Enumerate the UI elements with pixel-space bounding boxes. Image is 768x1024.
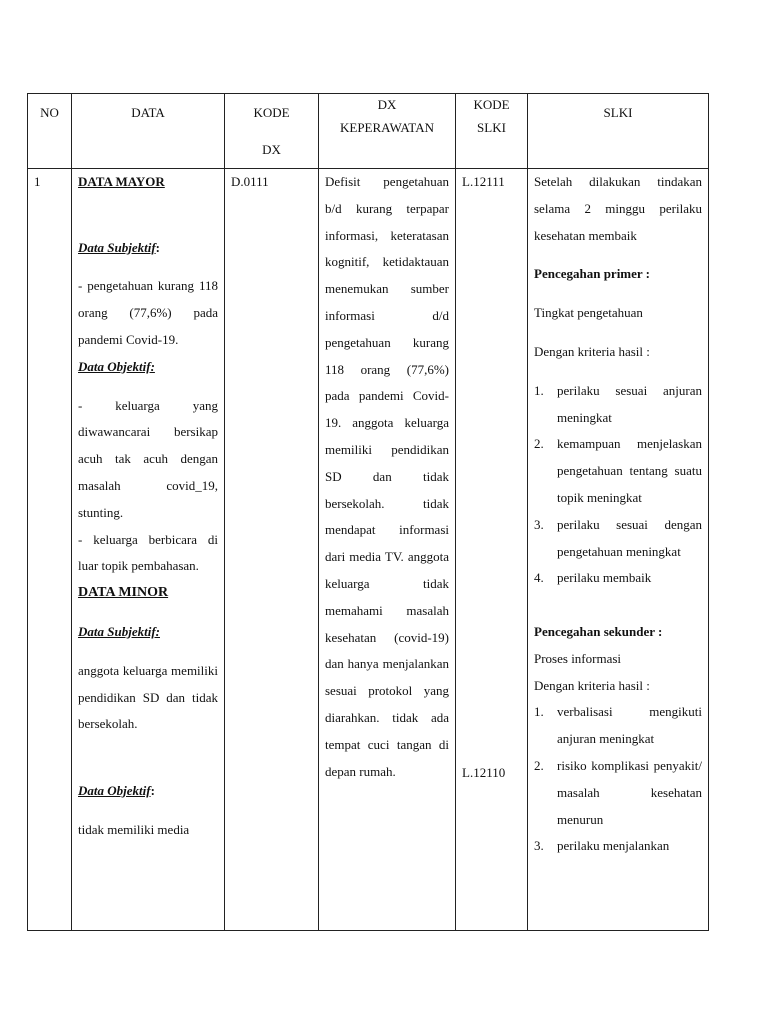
nursing-care-table: [27, 93, 709, 931]
slki-primer-title: Pencegahan primer :: [534, 266, 651, 282]
data-objektif-text-2: - keluarga berbicara di luar topik pembahasan.: [78, 531, 218, 574]
row-number: 1: [34, 174, 41, 189]
header-data: DATA: [72, 94, 225, 169]
kode-dx-value: D.0111: [231, 174, 269, 189]
data-minor-title: DATA MINOR: [78, 585, 169, 601]
kode-slki-value-1: L.12111: [462, 174, 505, 189]
header-kode-dx: KODE DX: [225, 94, 319, 169]
dx-keperawatan-text: Defisit pengetahuan b/d kurang terpapar informasi, keteratasan kognitif, ketidaktauan menemukan sumber informasi d/d pengetahuan kurang 118 orang (77,6%) pada pandemi Covid-19. anggota keluarga memiliki pendidikan SD dan tidak bersekolah. tidak mendapat informasi dari media TV. anggota keluarga tidak memahami masalah kesehatan (covid-19) dan hanya menjalankan sesuai protokol yang diarahkan. tidak ada tempat cuci tangan di depan rumah.: [325, 174, 449, 779]
list-item: 4. perilaku membaik: [534, 570, 652, 586]
data-objektif-text-1: - keluarga yang diwawancarai bersikap acuh tak acuh dengan masalah covid_19, stunting.: [78, 397, 218, 520]
table-header-row: [28, 94, 709, 169]
header-no: NO: [28, 94, 72, 169]
cell-no: [28, 169, 72, 931]
data-minor-subjektif-heading: Data Subjektif:: [78, 623, 160, 639]
data-minor-objektif-text: tidak memiliki media: [78, 821, 190, 837]
data-minor-subjektif-text: anggota keluarga memiliki pendidikan SD dan tidak bersekolah.: [78, 662, 218, 732]
cell-kode-dx: [225, 169, 319, 931]
table-row: [28, 169, 709, 931]
data-subjektif-text: - pengetahuan kurang 118 orang (77,6%) pada pandemi Covid-19.: [78, 278, 218, 347]
slki-intro: Setelah dilakukan tindakan selama 2 minggu perilaku kesehatan membaik: [534, 174, 702, 243]
list-item: 2. risiko komplikasi penyakit/ masalah kesehatan menurun: [534, 757, 702, 827]
data-mayor-title: DATA MAYOR: [78, 174, 165, 189]
list-item: 1. verbalisasi mengikuti anjuran meningkat: [534, 704, 702, 747]
cell-dx-keperawatan: [319, 169, 456, 931]
cell-slki: [528, 169, 709, 931]
slki-sekunder-subtitle: Proses informasi: [534, 650, 622, 666]
slki-sekunder-kriteria: Dengan kriteria hasil :: [534, 677, 650, 693]
data-subjektif-heading: Data Subjektif:: [78, 239, 160, 255]
list-item: 3. perilaku sesuai dengan pengetahuan meningkat: [534, 516, 702, 559]
data-objektif-heading: Data Objektif:: [78, 358, 155, 374]
header-dx-keperawatan: DX KEPERAWATAN: [319, 94, 456, 169]
slki-primer-list: [534, 378, 702, 592]
list-item: 2. kemampuan menjelaskan pengetahuan tentang suatu topik meningkat: [534, 436, 702, 505]
cell-data: [72, 169, 225, 931]
slki-sekunder-list: [534, 699, 702, 860]
cell-kode-slki: [456, 169, 528, 931]
data-minor-objektif-heading: Data Objektif:: [78, 783, 155, 799]
slki-sekunder-title: Pencegahan sekunder :: [534, 623, 663, 639]
header-slki: SLKI: [528, 94, 709, 169]
slki-primer-kriteria: Dengan kriteria hasil :: [534, 343, 650, 359]
header-kode-slki: KODE SLKI: [456, 94, 528, 169]
list-item: 1. perilaku sesuai anjuran meningkat: [534, 382, 702, 425]
slki-primer-subtitle: Tingkat pengetahuan: [534, 305, 643, 321]
list-item: 3. perilaku menjalankan: [534, 838, 670, 854]
kode-slki-value-2: L.12110: [462, 765, 506, 780]
